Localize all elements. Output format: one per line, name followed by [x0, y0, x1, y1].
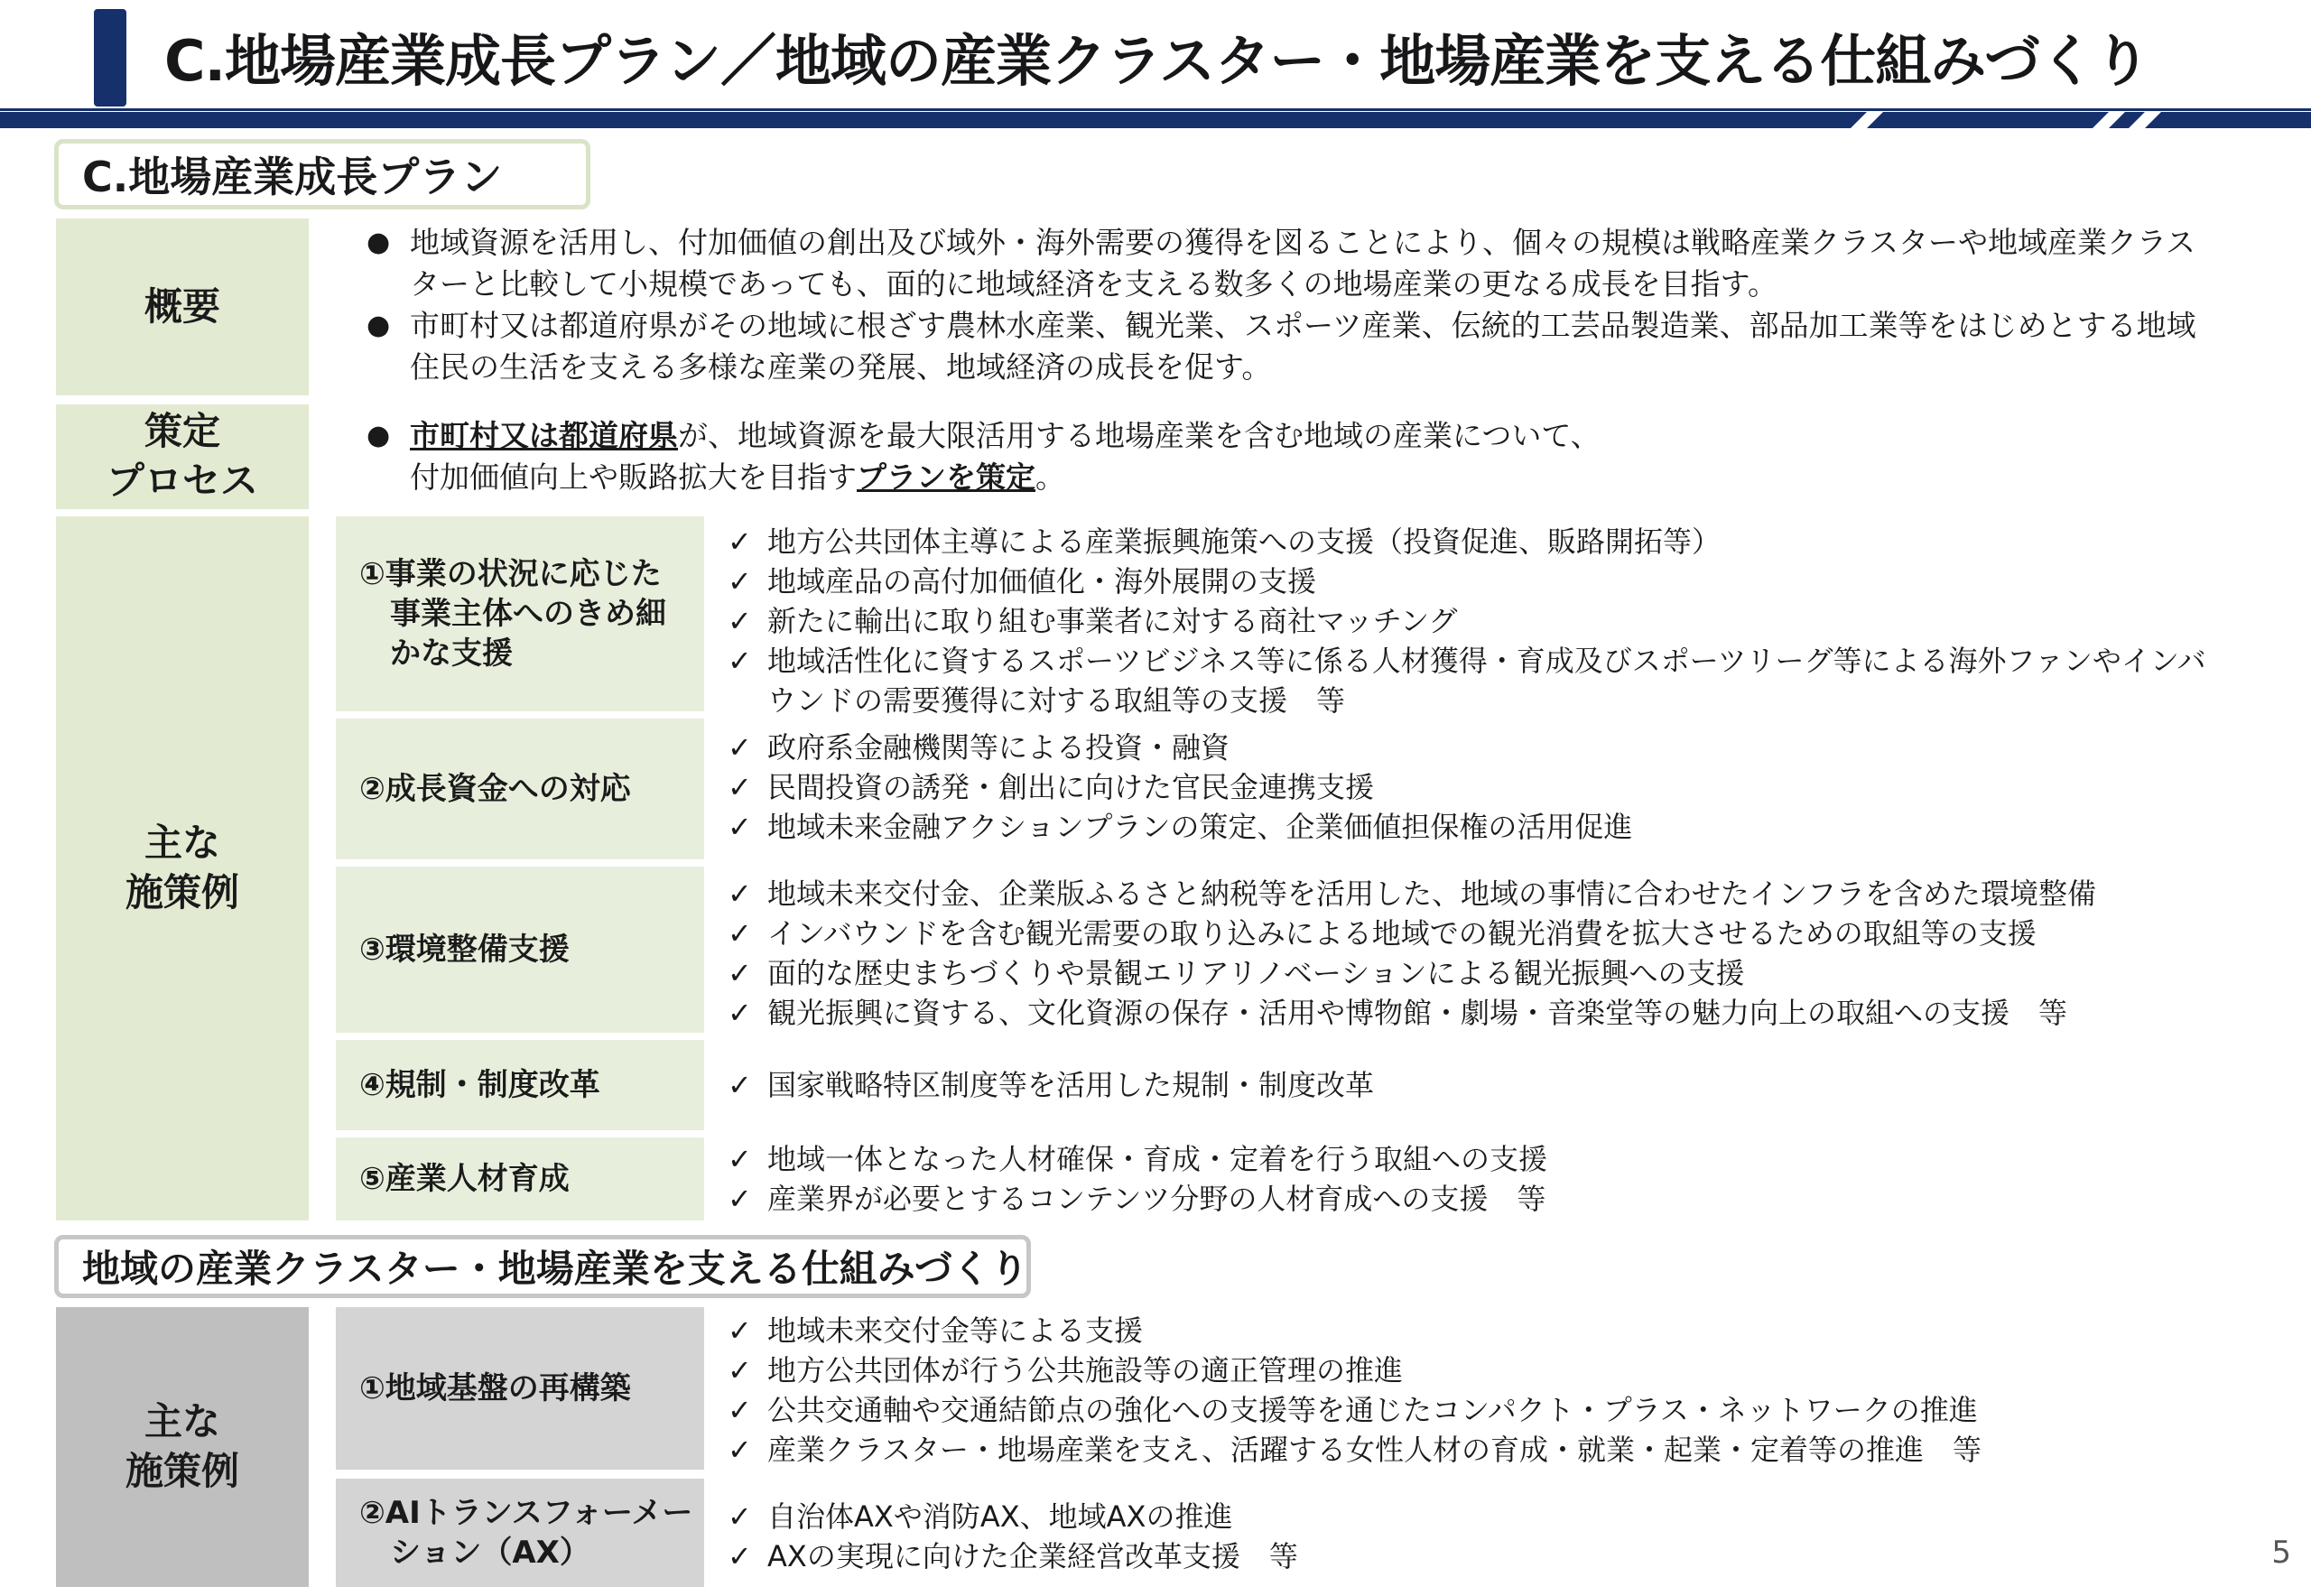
measure-heading-4: ④規制・制度改革 — [336, 1040, 704, 1130]
measure-heading-1: ①事業の状況に応じた 事業主体へのきめ細 かな支援 — [336, 516, 704, 711]
check-item: ✓ 地域一体となった人材確保・育成・定着を行う取組への支援 — [728, 1142, 1548, 1176]
check-item: ✓ 国家戦略特区制度等を活用した規制・制度改革 — [728, 1068, 1375, 1102]
check-item: ✓ 地域未来交付金等による支援 — [728, 1313, 1144, 1348]
measure-checks-5 — [728, 1139, 2262, 1219]
measure-checks-2 — [728, 728, 2262, 847]
section-tab-support-framework: 地域の産業クラスター・地場産業を支える仕組みづくり — [54, 1235, 1031, 1298]
framework-heading-2: ②AIトランスフォーメー ション（AX） — [336, 1479, 704, 1587]
header-rule — [0, 108, 2311, 128]
process-bullets — [367, 415, 2208, 498]
check-item: ✓ 自治体AXや消防AX、地域AXの推進 — [728, 1499, 1233, 1534]
measure-heading-5: ⑤産業人材育成 — [336, 1137, 704, 1220]
section-tab-growth-plan: C.地場産業成長プラン — [54, 139, 590, 209]
measure-checks-1 — [728, 522, 2262, 720]
process-label: 策定 プロセス — [56, 404, 309, 509]
check-item: ✓ 地域活性化に資するスポーツビジネス等に係る人材獲得・育成及びスポーツリーグ等による海外ファンやインバウンドの需要獲得に対する取組等の支援 等 — [728, 644, 2206, 718]
check-item: ✓ 産業界が必要とするコンテンツ分野の人材育成への支援 等 — [728, 1182, 1546, 1216]
page-title: C.地場産業成長プラン／地域の産業クラスター・地場産業を支える仕組みづくり — [164, 28, 2149, 94]
check-item: ✓ 観光振興に資する、文化資源の保存・活用や博物館・劇場・音楽堂等の魅力向上の取組への支援 等 — [728, 996, 2068, 1030]
framework-checks-2 — [728, 1497, 2262, 1576]
measure-checks-4 — [728, 1065, 2262, 1105]
process-bullet: ● 市町村又は都道府県が、地域資源を最大限活用する地場産業を含む地域の産業について、 付加価値向上や販路拡大を目指すプランを策定。 — [367, 418, 1601, 495]
check-item: ✓ 地域未来交付金、企業版ふるさと納税等を活用した、地域の事情に合わせたインフラを含めた環境整備 — [728, 877, 2097, 911]
overview-bullet: ● 市町村又は都道府県がその地域に根ざす農林水産業、観光業、スポーツ産業、伝統的工芸品製造業、部品加工業等をはじめとする地域住民の生活を支える多様な産業の発展、地域経済の成長を促す。 — [367, 308, 2196, 385]
check-item: ✓ 地域産品の高付加価値化・海外展開の支援 — [728, 564, 1317, 598]
check-item: ✓ 地方公共団体が行う公共施設等の適正管理の推進 — [728, 1353, 1404, 1387]
check-item: ✓ AXの実現に向けた企業経営改革支援 等 — [728, 1539, 1298, 1573]
measure-checks-3 — [728, 874, 2262, 1033]
measures-label: 主な 施策例 — [56, 516, 309, 1220]
overview-label: 概要 — [56, 218, 309, 395]
check-item: ✓ 新たに輸出に取り組む事業者に対する商社マッチング — [728, 604, 1458, 638]
check-item: ✓ 地域未来金融アクションプランの策定、企業価値担保権の活用促進 — [728, 810, 1633, 844]
measures-label-2: 主な 施策例 — [56, 1307, 309, 1587]
check-item: ✓ 面的な歴史まちづくりや景観エリアリノベーションによる観光振興への支援 — [728, 956, 1745, 990]
check-item: ✓ 地方公共団体主導による産業振興施策への支援（投資促進、販路開拓等） — [728, 524, 1722, 559]
check-item: ✓ 政府系金融機関等による投資・融資 — [728, 730, 1230, 765]
check-item: ✓ インバウンドを含む観光需要の取り込みによる地域での観光消費を拡大させるための取組等の支援 — [728, 916, 2037, 951]
overview-bullet: ● 地域資源を活用し、付加価値の創出及び域外・海外需要の獲得を図ることにより、個々の規模は戦略産業クラスターや地域産業クラスターと比較して小規模であっても、面的に地域経済を支える数多くの地場産業の更なる成長を目指す。 — [367, 225, 2196, 302]
page-number: 5 — [2271, 1535, 2291, 1571]
measure-heading-3: ③環境整備支援 — [336, 867, 704, 1033]
title-accent-bar — [94, 9, 126, 107]
framework-checks-1 — [728, 1311, 2262, 1470]
measure-heading-2: ②成長資金への対応 — [336, 719, 704, 859]
overview-bullets — [367, 222, 2208, 388]
check-item: ✓ 公共交通軸や交通結節点の強化への支援等を通じたコンパクト・プラス・ネットワークの推進 — [728, 1393, 1978, 1427]
check-item: ✓ 産業クラスター・地場産業を支え、活躍する女性人材の育成・就業・起業・定着等の推進 等 — [728, 1433, 1982, 1467]
framework-heading-1: ①地域基盤の再構築 — [336, 1307, 704, 1470]
check-item: ✓ 民間投資の誘発・創出に向けた官民金連携支援 — [728, 770, 1375, 804]
